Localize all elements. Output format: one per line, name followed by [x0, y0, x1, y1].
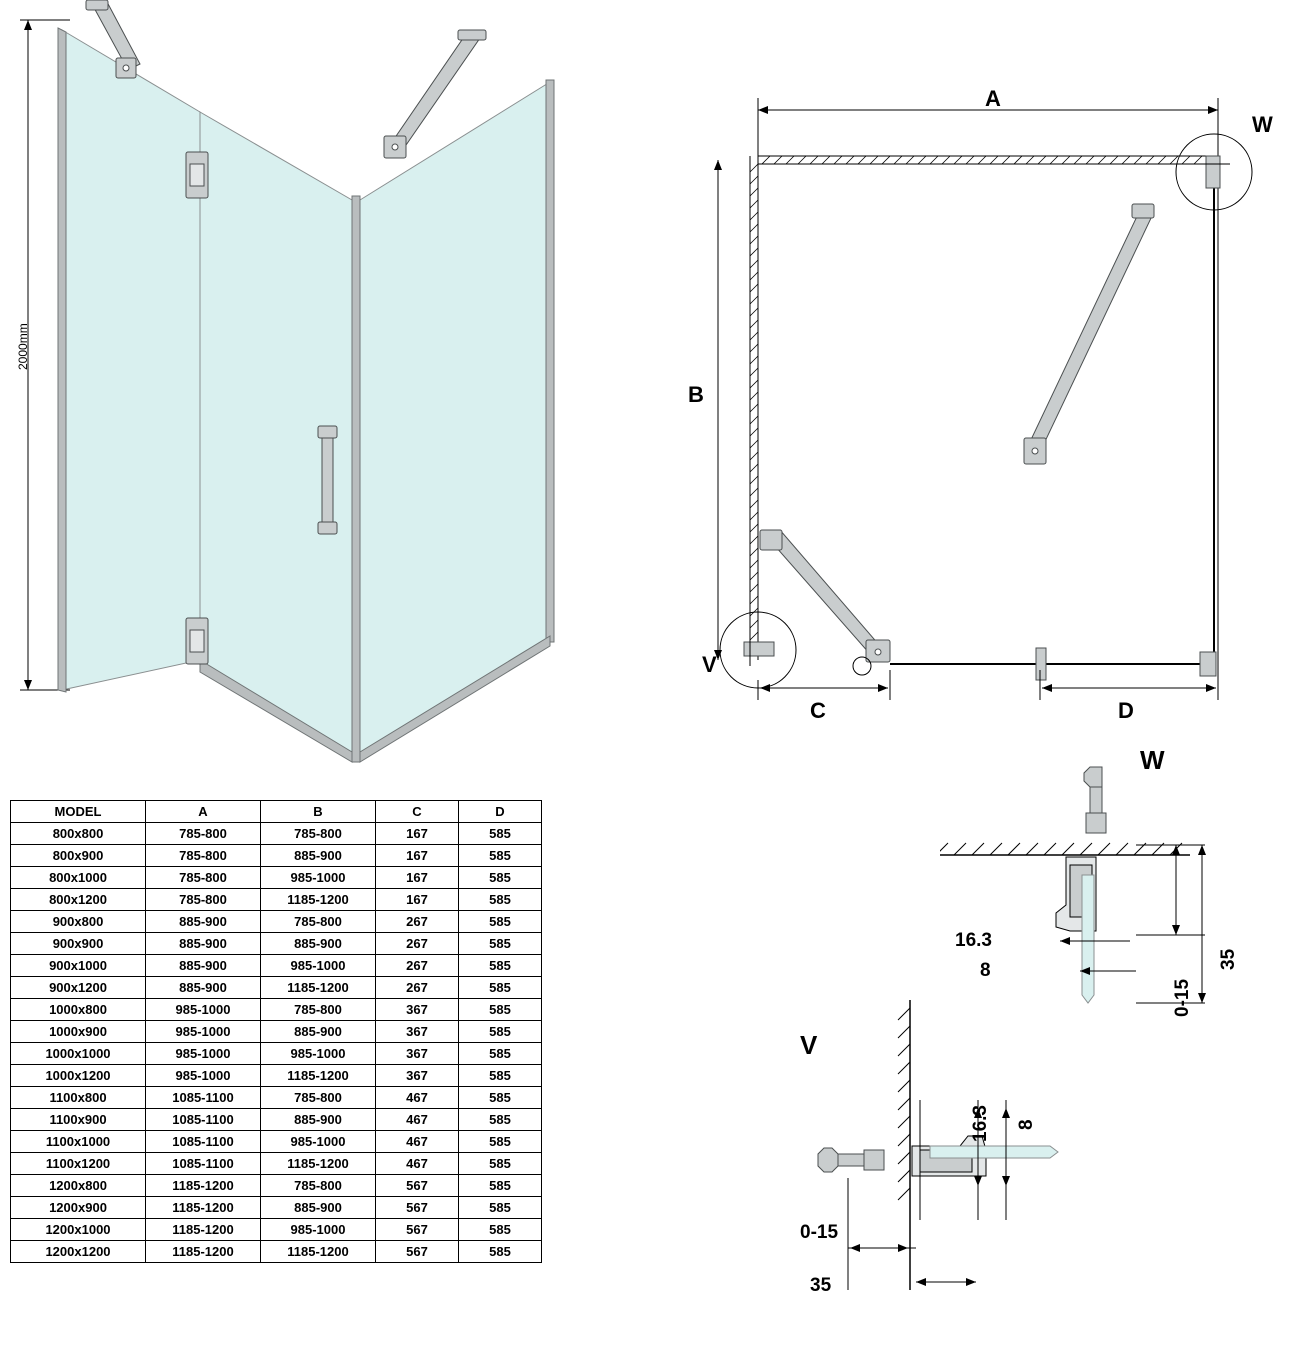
table-cell: 367 — [376, 1065, 459, 1087]
detail-v-dim-163: 16.3 — [970, 1105, 991, 1142]
detail-v-drawing — [720, 990, 1140, 1340]
table-cell: 1100x1200 — [11, 1153, 146, 1175]
table-cell: 585 — [459, 999, 542, 1021]
table-cell: 585 — [459, 1109, 542, 1131]
table-cell: 1085-1100 — [146, 1131, 261, 1153]
table-row — [11, 867, 542, 889]
detail-v-title: V — [800, 1030, 818, 1060]
table-cell: 167 — [376, 845, 459, 867]
table-cell: 585 — [459, 867, 542, 889]
table-cell: 885-900 — [146, 955, 261, 977]
detail-w-dim-163: 16.3 — [955, 930, 992, 951]
table-cell: 785-800 — [261, 911, 376, 933]
table-cell: 367 — [376, 1043, 459, 1065]
table-cell: 985-1000 — [146, 1021, 261, 1043]
table-cell: 467 — [376, 1109, 459, 1131]
top-view-label-a: A — [985, 86, 1001, 111]
table-row — [11, 1219, 542, 1241]
table-cell: 785-800 — [261, 1087, 376, 1109]
table-header-a: A — [146, 801, 261, 823]
detail-v-dim-0-15: 0-15 — [800, 1222, 839, 1243]
table-row — [11, 1087, 542, 1109]
table-cell: 985-1000 — [261, 1043, 376, 1065]
table-cell: 585 — [459, 933, 542, 955]
table-header-c: C — [376, 801, 459, 823]
table-cell: 1100x900 — [11, 1109, 146, 1131]
table-cell: 467 — [376, 1153, 459, 1175]
table-row — [11, 911, 542, 933]
detail-w-dim-35: 35 — [1218, 948, 1239, 970]
table-header-b: B — [261, 801, 376, 823]
table-cell: 167 — [376, 823, 459, 845]
table-header-row — [11, 801, 542, 823]
table-cell: 985-1000 — [261, 1219, 376, 1241]
table-row — [11, 955, 542, 977]
table-row — [11, 1131, 542, 1153]
table-row — [11, 1043, 542, 1065]
table-cell: 1000x800 — [11, 999, 146, 1021]
table-cell: 1185-1200 — [261, 1065, 376, 1087]
front-view-height-label: 2000mm — [16, 323, 30, 370]
table-cell: 785-800 — [146, 889, 261, 911]
table-cell: 585 — [459, 1197, 542, 1219]
top-view-label-w: W — [1252, 112, 1273, 137]
table-cell: 585 — [459, 845, 542, 867]
table-cell: 985-1000 — [261, 867, 376, 889]
table-cell: 1100x800 — [11, 1087, 146, 1109]
table-cell: 1185-1200 — [261, 1241, 376, 1263]
spec-table — [10, 800, 542, 1263]
detail-v-dim-35: 35 — [810, 1275, 832, 1296]
table-cell: 885-900 — [146, 933, 261, 955]
table-cell: 900x800 — [11, 911, 146, 933]
table-cell: 1200x1000 — [11, 1219, 146, 1241]
table-row — [11, 823, 542, 845]
table-cell: 585 — [459, 1131, 542, 1153]
table-cell: 985-1000 — [146, 1065, 261, 1087]
table-row — [11, 1065, 542, 1087]
table-cell: 567 — [376, 1219, 459, 1241]
table-cell: 885-900 — [146, 911, 261, 933]
table-cell: 585 — [459, 1241, 542, 1263]
front-view-drawing — [0, 0, 600, 790]
top-view — [640, 60, 1280, 723]
detail-v — [720, 990, 1140, 1340]
table-cell: 585 — [459, 1175, 542, 1197]
table-cell: 1185-1200 — [146, 1197, 261, 1219]
table-cell: 585 — [459, 955, 542, 977]
table-row — [11, 1153, 542, 1175]
table-cell: 585 — [459, 823, 542, 845]
table-cell: 367 — [376, 1021, 459, 1043]
table-cell: 985-1000 — [261, 1131, 376, 1153]
table-cell: 885-900 — [261, 1109, 376, 1131]
table-cell: 1085-1100 — [146, 1109, 261, 1131]
table-cell: 1200x800 — [11, 1175, 146, 1197]
table-cell: 900x1000 — [11, 955, 146, 977]
table-row — [11, 1021, 542, 1043]
detail-w-title: W — [1140, 745, 1165, 775]
table-cell: 1185-1200 — [261, 889, 376, 911]
table-cell: 1085-1100 — [146, 1087, 261, 1109]
table-cell: 1200x900 — [11, 1197, 146, 1219]
table-cell: 585 — [459, 1043, 542, 1065]
table-cell: 785-800 — [261, 999, 376, 1021]
table-cell: 585 — [459, 1065, 542, 1087]
table-cell: 800x900 — [11, 845, 146, 867]
table-cell: 585 — [459, 1153, 542, 1175]
table-cell: 885-900 — [261, 1197, 376, 1219]
table-cell: 267 — [376, 911, 459, 933]
table-row — [11, 889, 542, 911]
table-cell: 785-800 — [146, 823, 261, 845]
detail-v-dim-8: 8 — [1016, 1119, 1037, 1130]
table-cell: 1085-1100 — [146, 1153, 261, 1175]
table-cell: 585 — [459, 1087, 542, 1109]
table-cell: 885-900 — [261, 1021, 376, 1043]
table-cell: 785-800 — [146, 845, 261, 867]
detail-w-dim-0-15: 0-15 — [1172, 978, 1193, 1017]
table-cell: 267 — [376, 955, 459, 977]
table-cell: 267 — [376, 933, 459, 955]
table-cell: 885-900 — [146, 977, 261, 999]
table-cell: 785-800 — [261, 1175, 376, 1197]
table-header-d: D — [459, 801, 542, 823]
table-cell: 885-900 — [261, 933, 376, 955]
table-header-model: MODEL — [11, 801, 146, 823]
table-cell: 900x1200 — [11, 977, 146, 999]
table-cell: 585 — [459, 889, 542, 911]
table-row — [11, 933, 542, 955]
table-row — [11, 1109, 542, 1131]
table-cell: 985-1000 — [261, 955, 376, 977]
table-row — [11, 999, 542, 1021]
table-cell: 585 — [459, 977, 542, 999]
table-cell: 585 — [459, 911, 542, 933]
table-cell: 785-800 — [261, 823, 376, 845]
table-row — [11, 977, 542, 999]
table-cell: 1000x1000 — [11, 1043, 146, 1065]
table-cell: 800x800 — [11, 823, 146, 845]
table-cell: 1185-1200 — [261, 1153, 376, 1175]
table-row — [11, 1175, 542, 1197]
top-view-label-b: B — [688, 382, 704, 407]
front-view — [0, 0, 600, 790]
table-cell: 900x900 — [11, 933, 146, 955]
table-cell: 785-800 — [146, 867, 261, 889]
table-cell: 567 — [376, 1241, 459, 1263]
top-view-label-d: D — [1118, 698, 1134, 723]
table-row — [11, 1197, 542, 1219]
table-row — [11, 845, 542, 867]
table-row — [11, 1241, 542, 1263]
table-cell: 1000x900 — [11, 1021, 146, 1043]
table-cell: 985-1000 — [146, 1043, 261, 1065]
table-cell: 885-900 — [261, 845, 376, 867]
top-view-label-v: V — [702, 652, 717, 677]
table-cell: 985-1000 — [146, 999, 261, 1021]
table-cell: 800x1000 — [11, 867, 146, 889]
table-cell: 1185-1200 — [146, 1219, 261, 1241]
table-cell: 567 — [376, 1175, 459, 1197]
table-cell: 467 — [376, 1131, 459, 1153]
table-cell: 1185-1200 — [146, 1175, 261, 1197]
table-cell: 1185-1200 — [146, 1241, 261, 1263]
detail-w-dim-8: 8 — [980, 960, 991, 981]
table-cell: 1100x1000 — [11, 1131, 146, 1153]
table-cell: 267 — [376, 977, 459, 999]
table-cell: 585 — [459, 1219, 542, 1241]
table-cell: 467 — [376, 1087, 459, 1109]
table-cell: 1000x1200 — [11, 1065, 146, 1087]
table-cell: 1200x1200 — [11, 1241, 146, 1263]
table-cell: 367 — [376, 999, 459, 1021]
table-cell: 167 — [376, 867, 459, 889]
table-cell: 567 — [376, 1197, 459, 1219]
table-cell: 585 — [459, 1021, 542, 1043]
table-cell: 167 — [376, 889, 459, 911]
top-view-label-c: C — [810, 698, 826, 723]
table-cell: 800x1200 — [11, 889, 146, 911]
top-view-drawing — [640, 60, 1280, 700]
table-cell: 1185-1200 — [261, 977, 376, 999]
